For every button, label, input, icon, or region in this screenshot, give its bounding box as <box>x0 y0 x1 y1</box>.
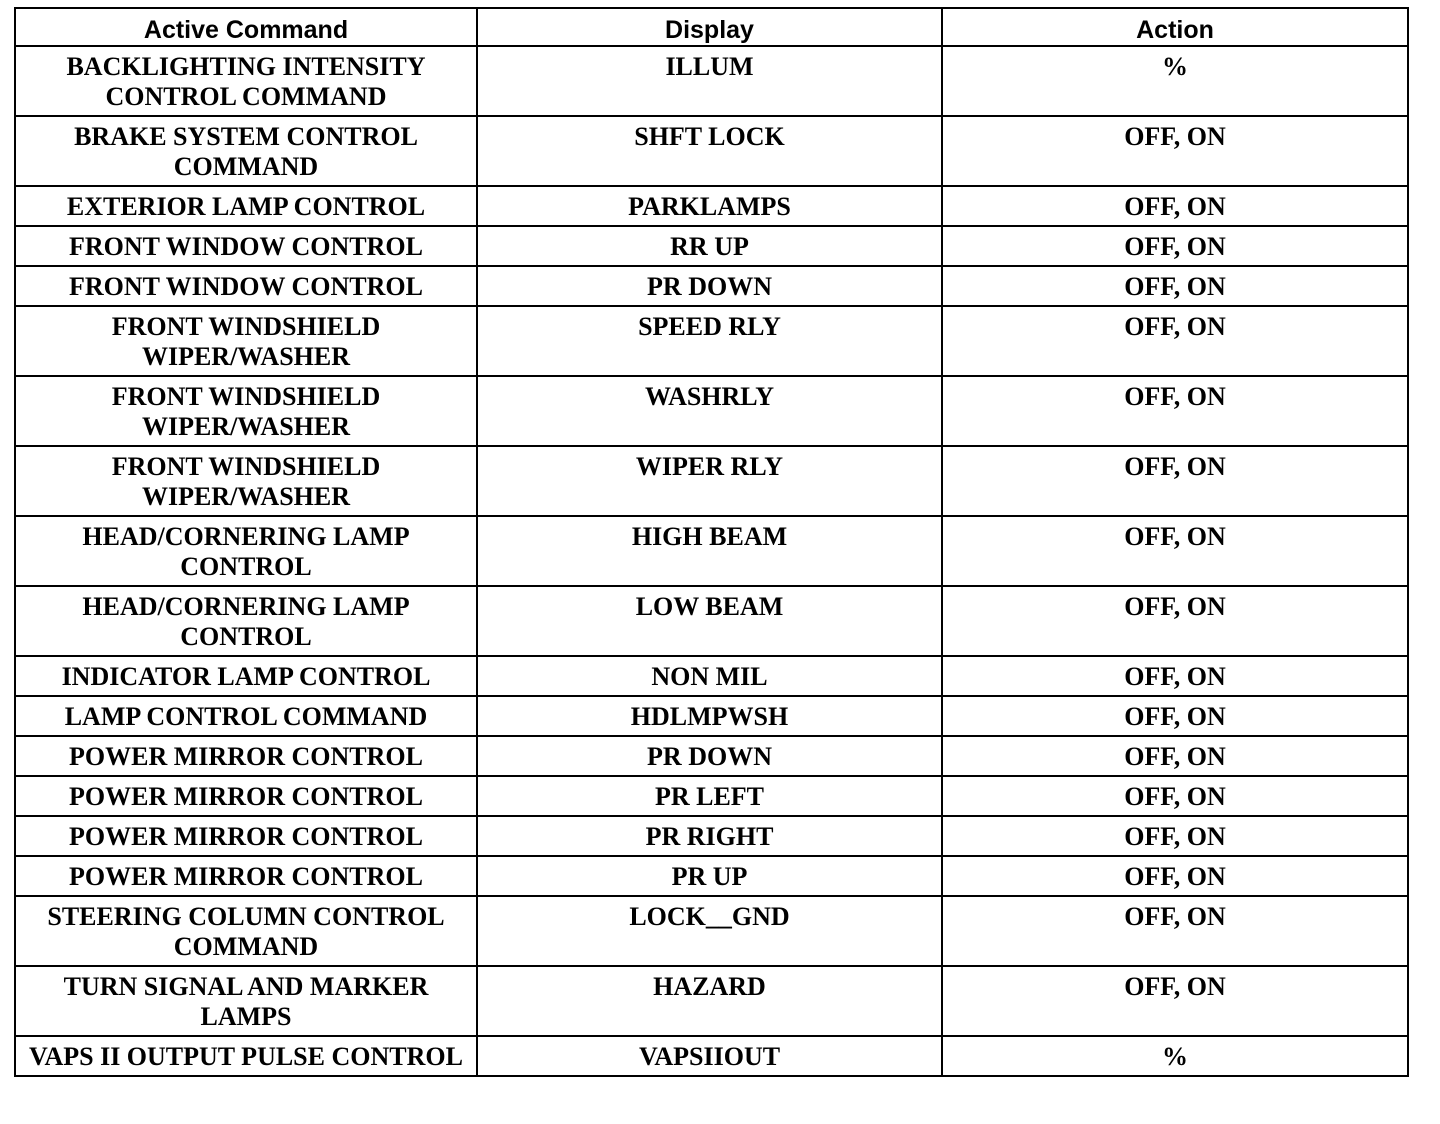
action-cell: OFF, ON <box>942 776 1408 816</box>
table-row <box>15 376 1408 446</box>
active-command-cell: POWER MIRROR CONTROL <box>15 776 477 816</box>
column-header-display: Display <box>477 8 942 46</box>
active-command-cell: HEAD/CORNERING LAMP CONTROL <box>15 586 477 656</box>
display-cell: PR DOWN <box>477 736 942 776</box>
table-row <box>15 896 1408 966</box>
table-row <box>15 656 1408 696</box>
action-cell: OFF, ON <box>942 376 1408 446</box>
active-command-cell: FRONT WINDOW CONTROL <box>15 266 477 306</box>
table-row <box>15 116 1408 186</box>
active-command-cell: EXTERIOR LAMP CONTROL <box>15 186 477 226</box>
table-header-row <box>15 8 1408 46</box>
display-cell: NON MIL <box>477 656 942 696</box>
active-command-cell: BACKLIGHTING INTENSITY CONTROL COMMAND <box>15 46 477 116</box>
table-row <box>15 1036 1408 1076</box>
action-cell: OFF, ON <box>942 696 1408 736</box>
table-row <box>15 186 1408 226</box>
action-cell: OFF, ON <box>942 736 1408 776</box>
table-row <box>15 446 1408 516</box>
action-cell: OFF, ON <box>942 966 1408 1036</box>
display-cell: HIGH BEAM <box>477 516 942 586</box>
active-command-cell: FRONT WINDSHIELD WIPER/WASHER <box>15 376 477 446</box>
action-cell: % <box>942 1036 1408 1076</box>
action-cell: OFF, ON <box>942 656 1408 696</box>
action-cell: OFF, ON <box>942 816 1408 856</box>
table-row <box>15 266 1408 306</box>
display-cell: LOW BEAM <box>477 586 942 656</box>
active-command-cell: POWER MIRROR CONTROL <box>15 816 477 856</box>
display-cell: PR UP <box>477 856 942 896</box>
table-row <box>15 856 1408 896</box>
table-row <box>15 816 1408 856</box>
active-command-cell: INDICATOR LAMP CONTROL <box>15 656 477 696</box>
display-cell: PR DOWN <box>477 266 942 306</box>
active-command-cell: BRAKE SYSTEM CONTROL COMMAND <box>15 116 477 186</box>
active-command-cell: STEERING COLUMN CONTROL COMMAND <box>15 896 477 966</box>
active-command-cell: HEAD/CORNERING LAMP CONTROL <box>15 516 477 586</box>
table-row <box>15 736 1408 776</box>
action-cell: OFF, ON <box>942 446 1408 516</box>
active-command-cell: POWER MIRROR CONTROL <box>15 856 477 896</box>
display-cell: SPEED RLY <box>477 306 942 376</box>
display-cell: ILLUM <box>477 46 942 116</box>
display-cell: PARKLAMPS <box>477 186 942 226</box>
display-cell: RR UP <box>477 226 942 266</box>
action-cell: % <box>942 46 1408 116</box>
table-row <box>15 306 1408 376</box>
display-cell: SHFT LOCK <box>477 116 942 186</box>
active-command-cell: VAPS II OUTPUT PULSE CONTROL <box>15 1036 477 1076</box>
column-header-active-command: Active Command <box>15 8 477 46</box>
table-row <box>15 586 1408 656</box>
action-cell: OFF, ON <box>942 306 1408 376</box>
active-command-cell: LAMP CONTROL COMMAND <box>15 696 477 736</box>
active-command-cell: FRONT WINDOW CONTROL <box>15 226 477 266</box>
action-cell: OFF, ON <box>942 896 1408 966</box>
table-row <box>15 696 1408 736</box>
display-cell: PR RIGHT <box>477 816 942 856</box>
display-cell: PR LEFT <box>477 776 942 816</box>
display-cell: HAZARD <box>477 966 942 1036</box>
active-command-cell: POWER MIRROR CONTROL <box>15 736 477 776</box>
active-command-cell: FRONT WINDSHIELD WIPER/WASHER <box>15 446 477 516</box>
action-cell: OFF, ON <box>942 856 1408 896</box>
display-cell: LOCK__GND <box>477 896 942 966</box>
action-cell: OFF, ON <box>942 116 1408 186</box>
active-command-cell: TURN SIGNAL AND MARKER LAMPS <box>15 966 477 1036</box>
action-cell: OFF, ON <box>942 266 1408 306</box>
display-cell: HDLMPWSH <box>477 696 942 736</box>
table-row <box>15 226 1408 266</box>
active-command-table <box>14 7 1409 1077</box>
action-cell: OFF, ON <box>942 586 1408 656</box>
table-row <box>15 46 1408 116</box>
active-command-cell: FRONT WINDSHIELD WIPER/WASHER <box>15 306 477 376</box>
action-cell: OFF, ON <box>942 226 1408 266</box>
display-cell: WASHRLY <box>477 376 942 446</box>
table-row <box>15 966 1408 1036</box>
display-cell: VAPSIIOUT <box>477 1036 942 1076</box>
display-cell: WIPER RLY <box>477 446 942 516</box>
table-row <box>15 516 1408 586</box>
action-cell: OFF, ON <box>942 516 1408 586</box>
action-cell: OFF, ON <box>942 186 1408 226</box>
table-row <box>15 776 1408 816</box>
column-header-action: Action <box>942 8 1408 46</box>
